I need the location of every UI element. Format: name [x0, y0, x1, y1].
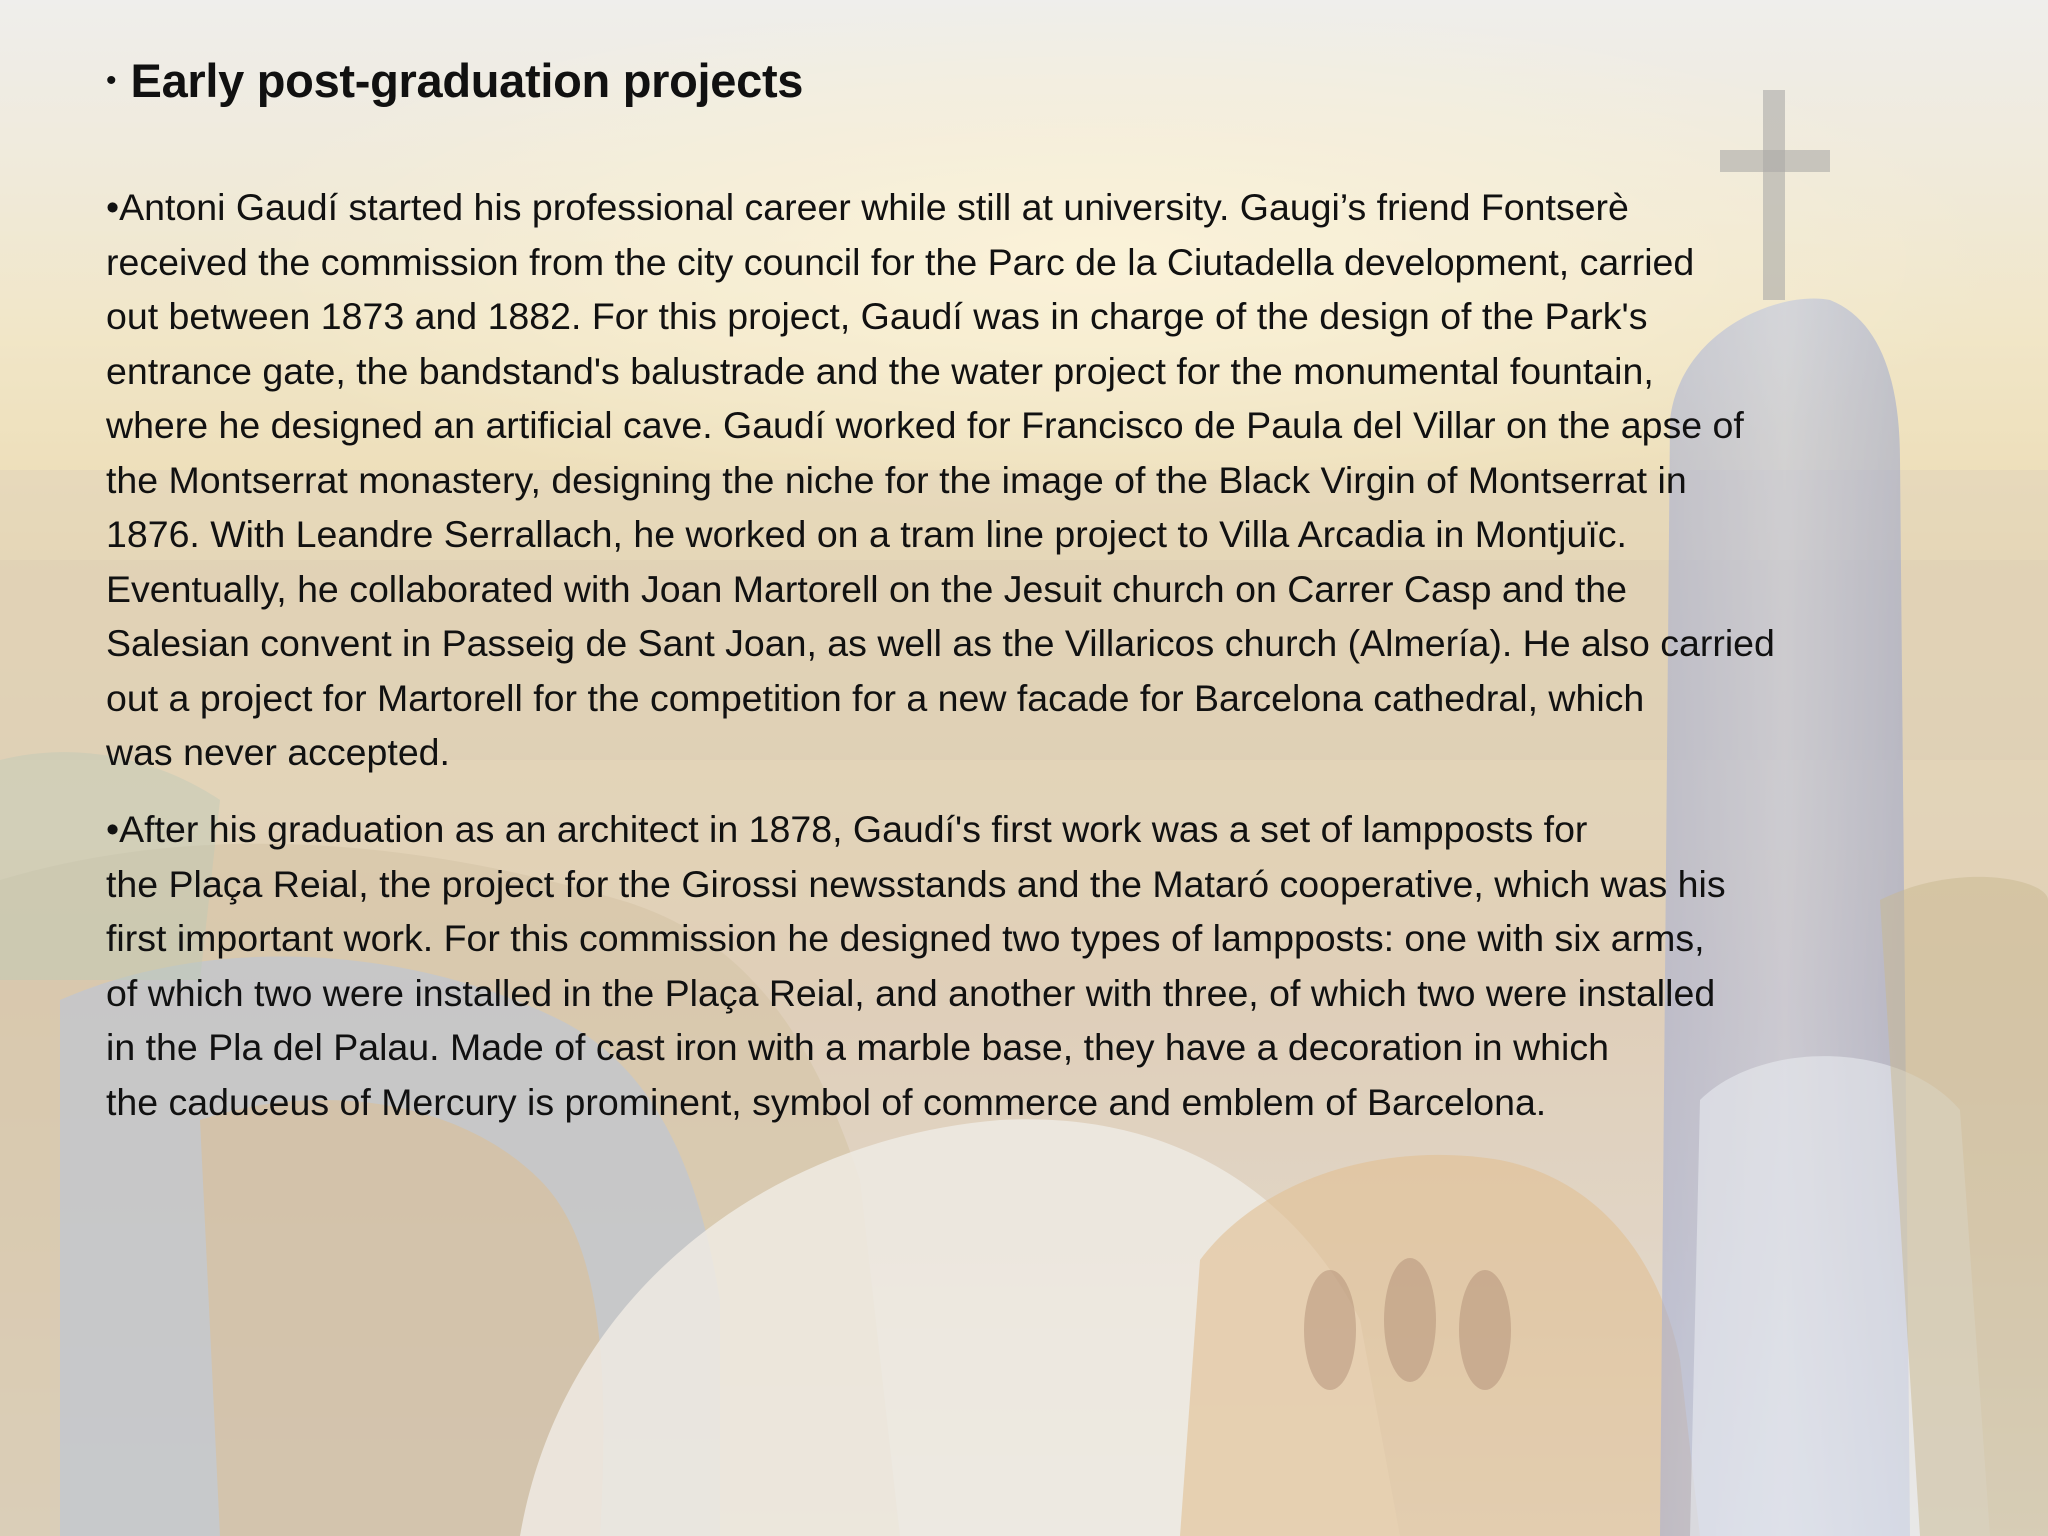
paragraph-2 [106, 802, 1986, 1129]
paragraph-line: Eventually, he collaborated with Joan Martorell on the Jesuit church on Carrer Casp and the [106, 567, 1627, 610]
title-bullet: • [106, 64, 117, 97]
paragraph-line: the caduceus of Mercury is prominent, symbol of commerce and emblem of Barcelona. [106, 1080, 1547, 1123]
title-row [106, 50, 1986, 112]
paragraph-line: •After his graduation as an architect in 1878, Gaudí's first work was a set of lampposts for [106, 808, 1588, 850]
paragraph-line: of which two were installed in the Plaça Reial, and another with three, of which two were installed [106, 971, 1716, 1014]
paragraph-line: out a project for Martorell for the competition for a new facade for Barcelona cathedral, which [106, 676, 1645, 719]
paragraph-line: the Montserrat monastery, designing the niche for the image of the Black Virgin of Montserrat in [106, 458, 1687, 501]
paragraph-line: first important work. For this commission he designed two types of lampposts: one with six arms, [106, 917, 1705, 959]
paragraph-line: in the Pla del Palau. Made of cast iron with a marble base, they have a decoration in which [106, 1026, 1609, 1068]
slide-title: Early post-graduation projects [130, 53, 804, 107]
paragraph-line: was never accepted. [106, 731, 450, 773]
paragraph-line: received the commission from the city council for the Parc de la Ciutadella development, carried [106, 240, 1695, 283]
paragraph-line: out between 1873 and 1882. For this project, Gaudí was in charge of the design of the Park's [106, 295, 1648, 337]
paragraph-line: the Plaça Reial, the project for the Girossi newsstands and the Mataró cooperative, which was his [106, 862, 1726, 905]
paragraph-line: 1876. With Leandre Serrallach, he worked on a tram line project to Villa Arcadia in Montjuïc. [106, 513, 1627, 555]
paragraph-1 [106, 180, 1986, 780]
paragraph-line: •Antoni Gaudí started his professional career while still at university. Gaugi’s friend Fontserè [106, 186, 1629, 228]
slide-content [106, 50, 1986, 1123]
paragraph-line: where he designed an artificial cave. Gaudí worked for Francisco de Paula del Villar on the apse of [106, 404, 1744, 446]
paragraph-line: Salesian convent in Passeig de Sant Joan, as well as the Villaricos church (Almería). He also carried [106, 622, 1775, 664]
paragraph-line: entrance gate, the bandstand's balustrade and the water project for the monumental fountain, [106, 349, 1654, 392]
